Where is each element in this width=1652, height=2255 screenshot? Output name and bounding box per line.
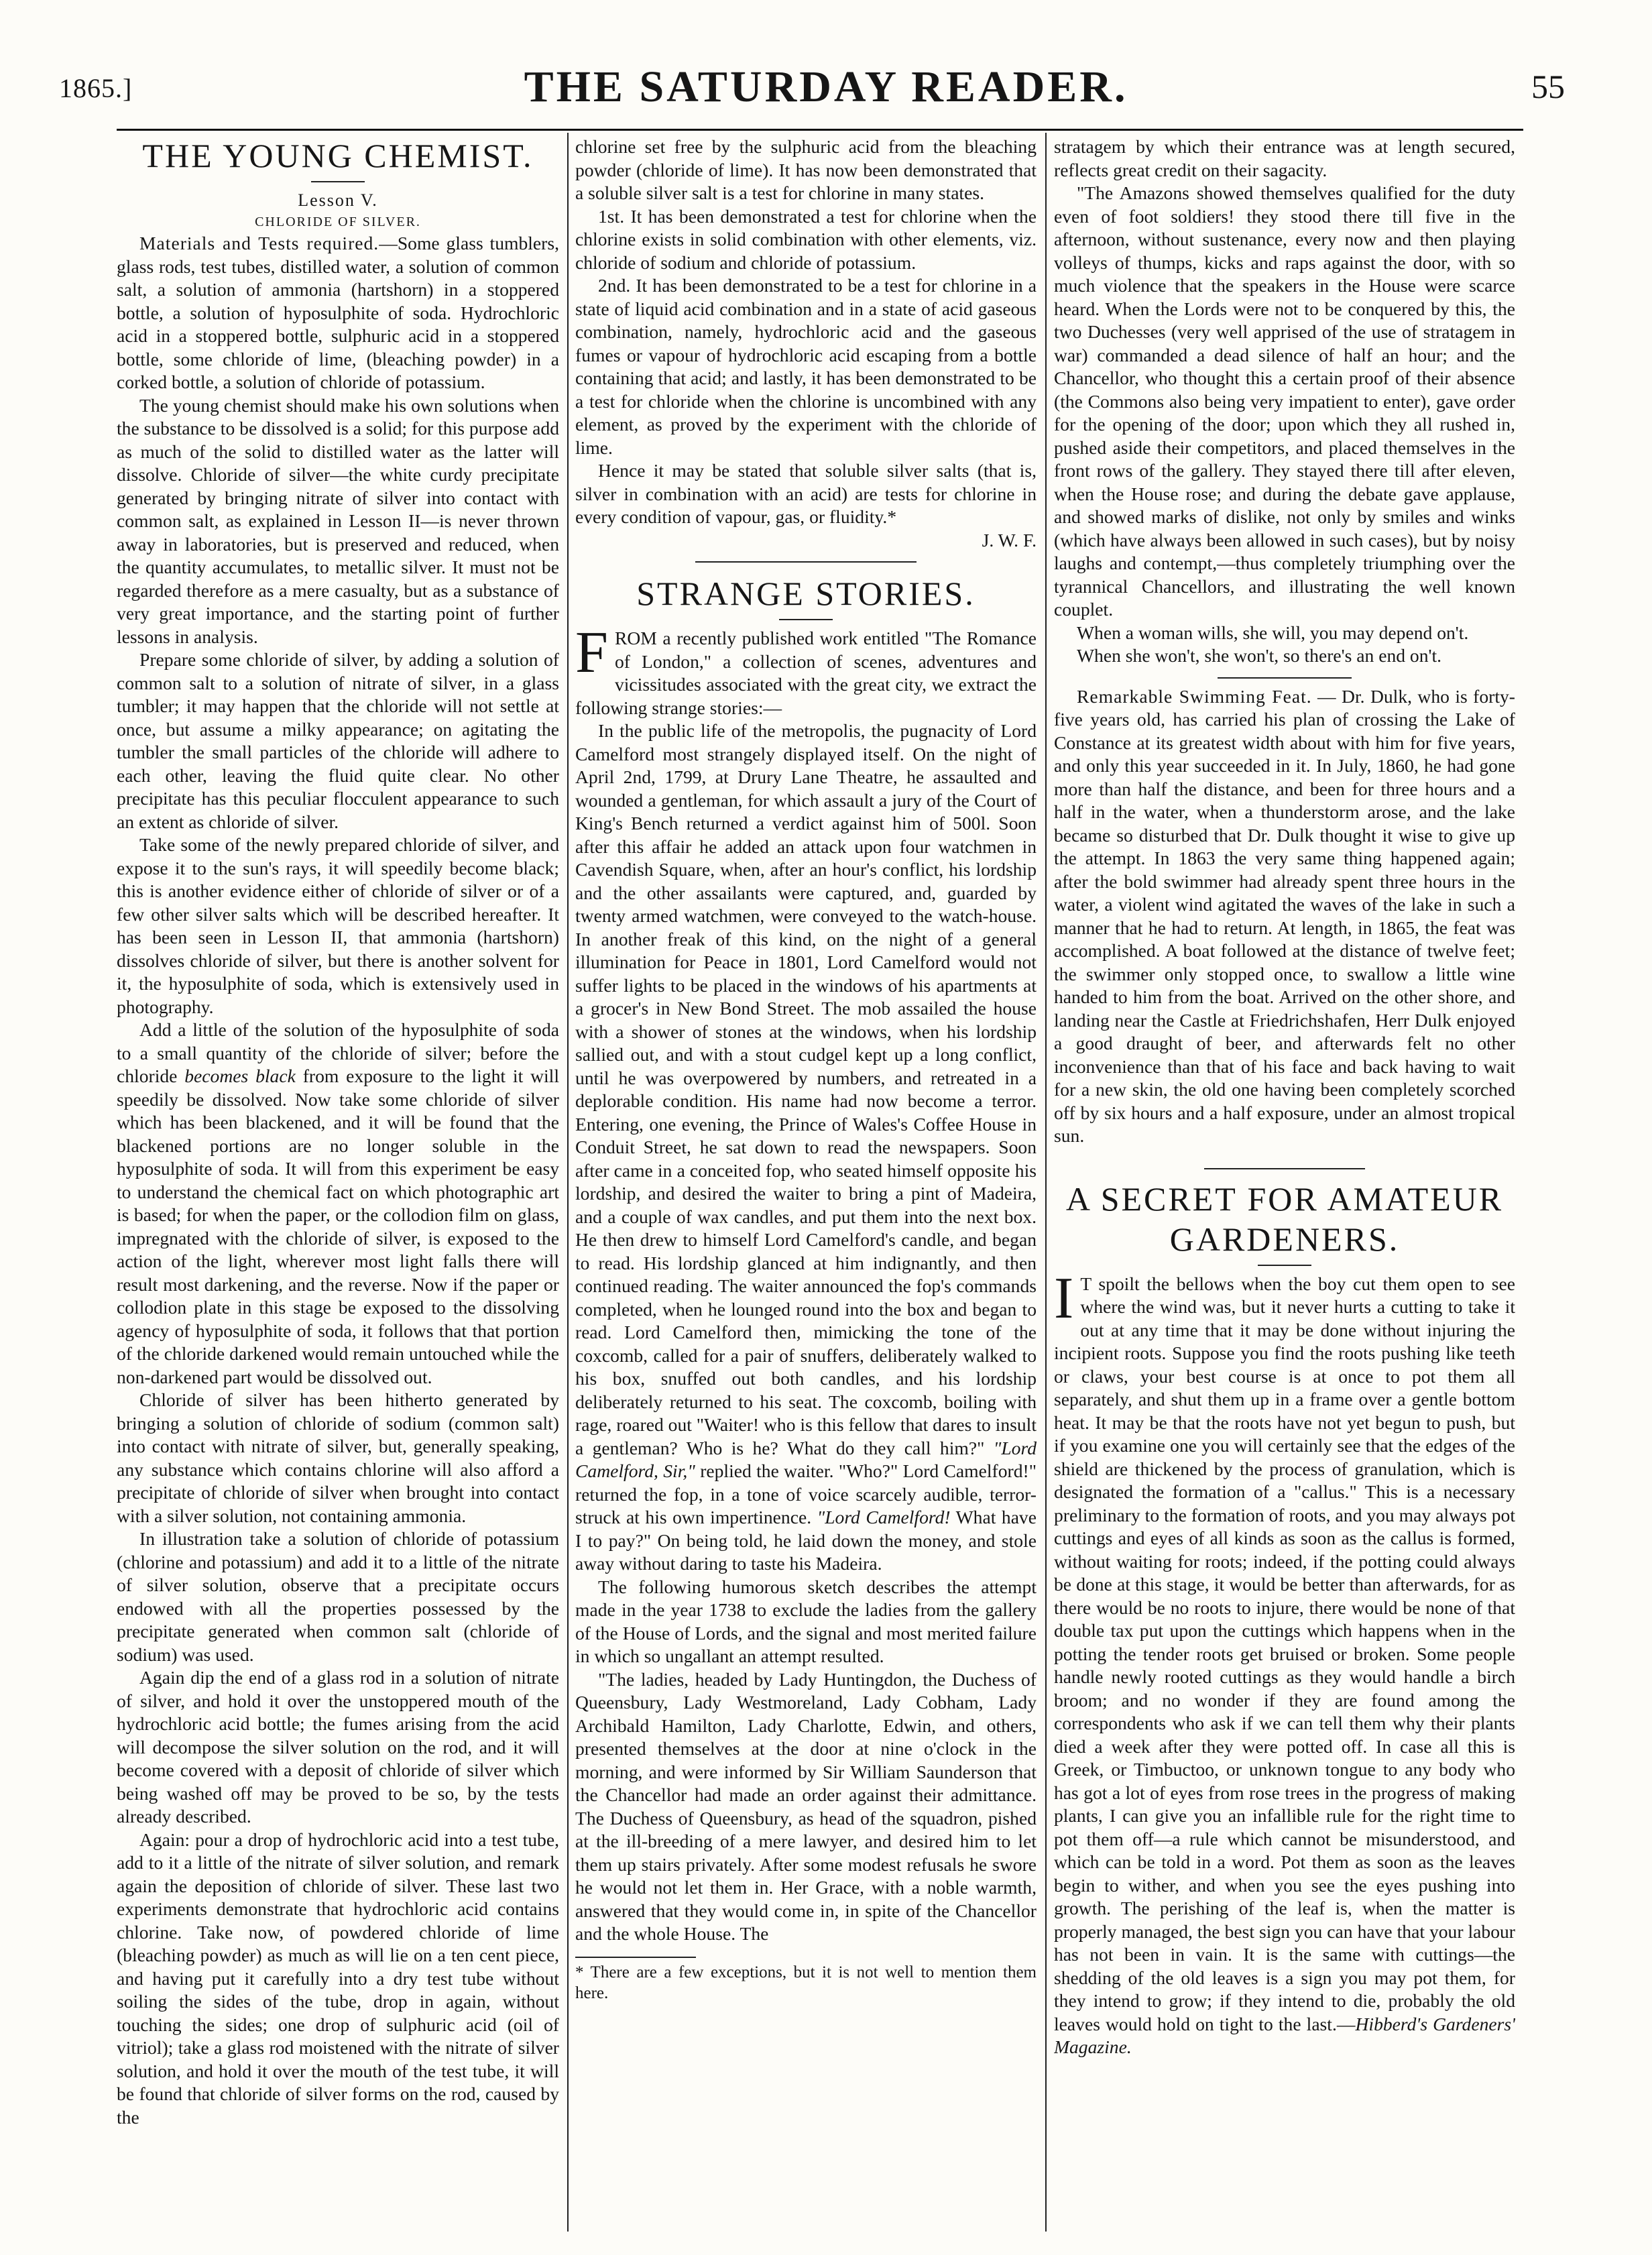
paragraph: "The ladies, headed by Lady Huntingdon, the Duchess of Queensbury, Lady Westmoreland, Lady Cobham, Lady Archibald Hamilton, Lady Charlotte, Edwin, and others, presented themselves at the door at nine o'clock in the morning, and were informed by Sir William Saunderson that the Chancellor had made an order against their admittance. The Duchess of Queensbury, as head of the squadron, pished at the ill-breeding of a mere lawyer, and desired him to let them up stairs privately. After some modest refusals he swore he would not let them in. Her Grace, with a noble warmth, answered that they would come in, in spite of the Chancellor and the whole House. The xyxy=(575,1668,1037,1944)
paragraph: The young chemist should make his own solutions when the substance to be dissolved is a solid; for this purpose add as much of the solid to distilled water as the latter will dissolve. Chloride of silver—the white curdy precipitate generated by bringing nitrate of silver into contact with common salt, as explained in Lesson II—is never thrown away in laboratories, but is preserved and reduced, when the quantity accumulates, to metallic silver. It must not be regarded therefore as a mere casualty, but as a substance of very great importance, and the starting point of further lessons in analysis. xyxy=(117,394,559,647)
paragraph: I T spoilt the bellows when the boy cut them open to see where the wind was, but it never hurts a cutting to take it out at any time that it may be done without injuring the incipient roots. Suppose you find the roots pushing like teeth or claws, your best course is at once to pot them all separately, and shut them up in a frame over a gentle bottom heat. It may be that the roots have not yet begun to push, but if you examine one you will certainly see that the edges of the shield are thickened by the process of granulation, which is designated the formation of a "callus." This is a necessary preliminary to the formation of roots, and you may always pot cuttings and eyes of all kinds as soon as the callus is formed, without waiting for roots; indeed, if the potting could always be done at this stage, it would be better than afterwards, for as there would be no roots to injure, there would be none of that double tax put upon the cuttings which happens when in the potting the tender roots get bruised or broken. Some people handle newly rooted cuttings as they would handle a birch broom; and no wonder if they are found among the correspondents who ask if we can tell them why their plants died a week after they were potted off. In case all this is Greek, or Timbuctoo, or unknown tongue to any body who has got a lot of eyes from rose trees in the progress of making plants, I can give you an infallible rule for the right time to pot them off—a rule which cannot be misunderstood, and which can be told in a word. Pot them as soon as the leaves begin to wither, and when you see the eyes pushing into growth. The perishing of the leaf is, when the matter is properly managed, the best sign you can have that your labour has not been in vain. It is the same with cuttings—the shedding of the old leaves is a sign you may pot them, for they intend to grow; if they intend to die, probably the old leaves would hold on tight to the last.—Hibberd's Gardeners' Magazine. xyxy=(1054,1265,1515,2057)
paragraph: FROM a recently published work entitled "The Romance of London," a collection of scenes, adventures and vicissitudes associated with the great city, we extract the following strange stories:— xyxy=(575,620,1037,718)
page-number: 55 xyxy=(1531,68,1565,105)
source-credit: Hibberd's Gardeners' Magazine. xyxy=(1054,2013,1515,2057)
column-1 xyxy=(117,135,559,2234)
title-rule xyxy=(1258,1265,1311,1266)
column-3 xyxy=(1054,135,1515,2234)
lesson-subtitle: CHLORIDE OF SILVER. xyxy=(255,215,421,229)
header-rule xyxy=(117,129,1523,131)
article-title-secret-gardeners-line-2: GARDENERS. xyxy=(1169,1220,1400,1258)
masthead-title: THE SATURDAY READER. xyxy=(524,62,1128,111)
column-divider xyxy=(567,133,569,2232)
footnote: * There are a few exceptions, but it is not well to mention them here. xyxy=(575,1963,1037,2002)
paragraph: 2nd. It has been demonstrated to be a test for chlorine in a state of liquid acid combination and in a state of acid gaseous combination, namely, hydrochloric acid and the gaseous fumes or vapour of hydrochloric acid escaping from a bottle containing that acid; and lastly, it has been demonstrated to be a test for chloride when the chlorine is uncombined with any element, as proved by the experiment with the chloride of lime. xyxy=(575,275,1037,458)
author-signature: J. W. F. xyxy=(982,529,1037,551)
paragraph: stratagem by which their entrance was at length secured, reflects great credit on their sagacity. xyxy=(1054,136,1515,180)
section-rule xyxy=(1204,1168,1365,1169)
title-rule xyxy=(779,619,833,620)
article-title-secret-gardeners: A SECRET FOR AMATEUR xyxy=(1065,1179,1504,1218)
header-year: 1865.] xyxy=(59,73,133,103)
verse-line: When a woman wills, she will, you may depend on't. xyxy=(1077,622,1469,643)
paragraph: Take some of the newly prepared chloride of silver, and expose it to the sun's rays, it will speedily become black; this is another evidence either of chloride of silver or of a few other silver salts which will be described hereafter. It has been seen in Lesson II, that ammonia (hartshorn) dissolves chloride of silver, but there is another solvent for it, the hyposulphite of soda, which is extensively used in photography. xyxy=(117,834,559,1017)
paragraph: Materials and Tests required.—Some glass tumblers, glass rods, test tubes, distilled water, a solution of common salt, a solution of ammonia (hartshorn) in a stoppered bottle, a solution of hyposulphite of soda. Hydrochloric acid in a stoppered bottle, sulphuric acid in a stoppered bottle, some chloride of lime, (bleaching powder) in a corked bottle, a solution of chloride of potassium. xyxy=(117,233,559,392)
paragraph: Again: pour a drop of hydrochloric acid into a test tube, add to it a little of the nitrate of silver solution, and remark again the deposition of chloride of silver. These last two experiments demonstrate that hydrochloric acid contains chlorine. Take now, of powdered chloride of lime (bleaching powder) as much as will lie on a ten cent piece, and having put it carefully into a dry test tube without soiling the sides of the tube, drop in again, without touching the sides; one drop of sulphuric acid (oil of vitriol); take a glass rod moistened with the nitrate of silver solution, and hold it over the mouth of the test tube, it will be found that chloride of silver forms on the rod, caused by the xyxy=(117,1829,559,2128)
footnote-rule xyxy=(575,1957,696,1958)
paragraph: Hence it may be stated that soluble silver salts (that is, silver in combination with an acid) are tests for chlorine in every condition of vapour, gas, or fluidity.* xyxy=(575,460,1037,527)
paragraph: chlorine set free by the sulphuric acid from the bleaching powder (chloride of lime). It has now been demonstrated that a soluble silver salt is a test for chlorine in many states. xyxy=(575,136,1037,203)
paragraph: The following humorous sketch describes the attempt made in the year 1738 to exclude the ladies from the gallery of the House of Lords, and the signal and most merited failure in which so ungallant an attempt resulted. xyxy=(575,1576,1037,1666)
drop-cap: I xyxy=(1054,1265,1074,1331)
page-header xyxy=(0,0,1652,111)
paragraph: Chloride of silver has been hitherto generated by bringing a solution of chloride of sodium (common salt) into contact with nitrate of silver, but, generally speaking, any substance which contains chlorine will also afford a precipitate of chloride of silver when brought into contact with a silver solution, not containing ammonia. xyxy=(117,1389,559,1526)
run-in-heading: Remarkable Swimming Feat. xyxy=(1077,685,1312,707)
article-title-young-chemist: THE YOUNG CHEMIST. xyxy=(142,137,534,174)
paragraph: "The Amazons showed themselves qualified for the duty even of foot soldiers! they stood there till five in the afternoon, without sustenance, every now and then playing volleys of thumps, kicks and raps against the door, with so much violence that the speakers in the House were scarce heard. When the Lords were not to be conquered by this, the two Duchesses (very well apprised of the use of stratagem in war) commanded a dead silence of half an hour; and the Chancellor, who thought this a certain proof of their absence (the Commons also being very impatient to enter), gave order for the opening of the door; upon which they all rushed in, pushed aside their competitors, and placed themselves in the front rows of the gallery. They stayed there till after eleven, when the House rose; and during the debate gave applause, and showed marks of dislike, not only by smiles and winks (which have always been allowed in such cases), but by noisy laughs and contempt,—thus completely triumphing over the tyrannical Chancellors, and illustrating the well known couplet. xyxy=(1054,182,1515,620)
article-title-strange-stories: STRANGE STORIES. xyxy=(636,575,976,612)
paragraph: In illustration take a solution of chloride of potassium (chlorine and potassium) and add it to a little of the nitrate of silver solution, observe that a precipitate occurs endowed with all the properties possessed by the precipitate generated when common salt (chloride of sodium) was used. xyxy=(117,1528,559,1665)
paragraph: Add a little of the solution of the hyposulphite of soda to a small quantity of the chloride of silver; before the chloride becomes black from exposure to the light it will speedily be dissolved. Now take some chloride of silver which has been blackened, and it will be found that the blackened portions are no longer soluble in the hyposulphite of soda. It will from this experiment be easy to understand the chemical fact on which photographic art is based; for when the paper, or the collodion film on glass, impregnated with the chloride of silver, is exposed to the action of the light, wherever most light falls there will result most darkening, and the reverse. Now if the paper or collodion plate in this stage be exposed to the dissolving agency of hyposulphite of soda, it follows that that portion of the chloride darkened would remain untouched while the non-darkened part would be dissolved out. xyxy=(117,1019,559,1387)
paragraph: In the public life of the metropolis, the pugnacity of Lord Camelford most strangely displayed itself. On the night of April 2nd, 1799, at Drury Lane Theatre, he assaulted and wounded a gentleman, for which assault a jury of the Court of King's Bench returned a verdict against him of 500l. Soon after this affair he added an attack upon four watchmen in Cavendish Square, when, after an hour's conflict, his lordship and the other assailants were captured, and, guarded by twenty armed watchmen, were conveyed to the watch-house. In another freak of this kind, on the night of a general illumination for Peace in 1801, Lord Camelford would not suffer lights to be placed in the windows of his apartments at a grocer's in New Bond Street. The mob assailed the house with a shower of stones at the windows, when his lordship sallied out, and with a stout cudgel kept up a long conflict, until he was overpowered by numbers, and retreated in a deplorable condition. His name had now become a terror. Entering, one evening, the Prince of Wales's Coffee House in Conduit Street, he sat down to read the newspapers. Soon after came in a conceited fop, who seated himself opposite his lordship, and desired the waiter to bring a pint of Madeira, and a couple of wax candles, and put them into the next box. He then drew to himself Lord Camelford's candle, and began to read. His lordship glanced at him indignantly, and then continued reading. The waiter announced the fop's commands completed, when he lounged round into the box and began to read. Lord Camelford then, mimicking the tone of the coxcomb, called for a pair of snuffers, deliberately walked to his box, snuffed out both candles, and his lordship deliberately returned to his seat. The coxcomb, boiling with rage, roared out "Waiter! who is this fellow that dares to insult a gentleman? Who is he? What do they call him?" "Lord Camelford, Sir," replied the waiter. "Who?" Lord Camelford!" returned the fop, in a tone of voice scarcely audible, terror-struck at his own impertinence. "Lord Camelford! What have I to pay?" On being told, he laid down the money, and stole away without daring to taste his Madeira. xyxy=(575,720,1037,1574)
section-rule xyxy=(695,561,917,563)
title-rule xyxy=(311,181,365,182)
lesson-number: Lesson V. xyxy=(298,190,378,210)
paragraph: Remarkable Swimming Feat. — Dr. Dulk, who is forty-five years old, has carried his plan of crossing the Lake of Constance at its greatest width about with him for five years, and only this year succeeded in it. In July, 1860, he had gone more than half the distance, and been for three hours and a half in the water, when a thunderstorm arose, and the lake became so disturbed that Dr. Dulk thought it wise to give up the attempt. In 1863 the very same thing happened again; after the bold swimmer had already spent three hours in the water, a violent wind agitated the waves of the lake in such a manner that he had to return. At length, in 1865, the feat was accomplished. A boat followed at the distance of twelve feet; the swimmer only stopped once, to swallow a little wine handed to him from the boat. Arrived on the other shore, and landing near the Castle at Friedrichshafen, Herr Dulk enjoyed a good draught of beer, and afterwards felt no other inconvenience than that of his face and back having to wait for a new skin, the old one having been completely scorched off by six hours and a half exposure, under an almost tropical sun. xyxy=(1054,685,1515,1146)
verse-line: When she won't, she won't, so there's an end on't. xyxy=(1077,645,1442,666)
section-rule xyxy=(1218,677,1352,679)
column-divider xyxy=(1045,133,1047,2232)
column-2 xyxy=(575,135,1037,2234)
paragraph: 1st. It has been demonstrated a test for chlorine when the chlorine exists in solid combination with other elements, viz. chloride of sodium and chloride of potassium. xyxy=(575,205,1037,273)
paragraph: Prepare some chloride of silver, by adding a solution of common salt to a solution of nitrate of silver, in a glass tumbler; it may happen that the chloride will not settle at once, but assume a milky appearance; on agitating the tumbler the small particles of the chloride will adhere to each other, leaving the fluid quite clear. No other precipitate has this peculiar flocculent appearance to such an extent as chloride of silver. xyxy=(117,649,559,832)
run-in-heading: Materials and Tests required. xyxy=(139,233,379,253)
paragraph: Again dip the end of a glass rod in a solution of nitrate of silver, and hold it over the unstoppered mouth of the hydrochloric acid bottle; the fumes arising from the acid will decompose the silver solution on the rod, and it will become covered with a deposit of chloride of silver which being washed off may be proved to be so, by the tests already described. xyxy=(117,1667,559,1827)
drop-cap: F xyxy=(575,620,608,685)
